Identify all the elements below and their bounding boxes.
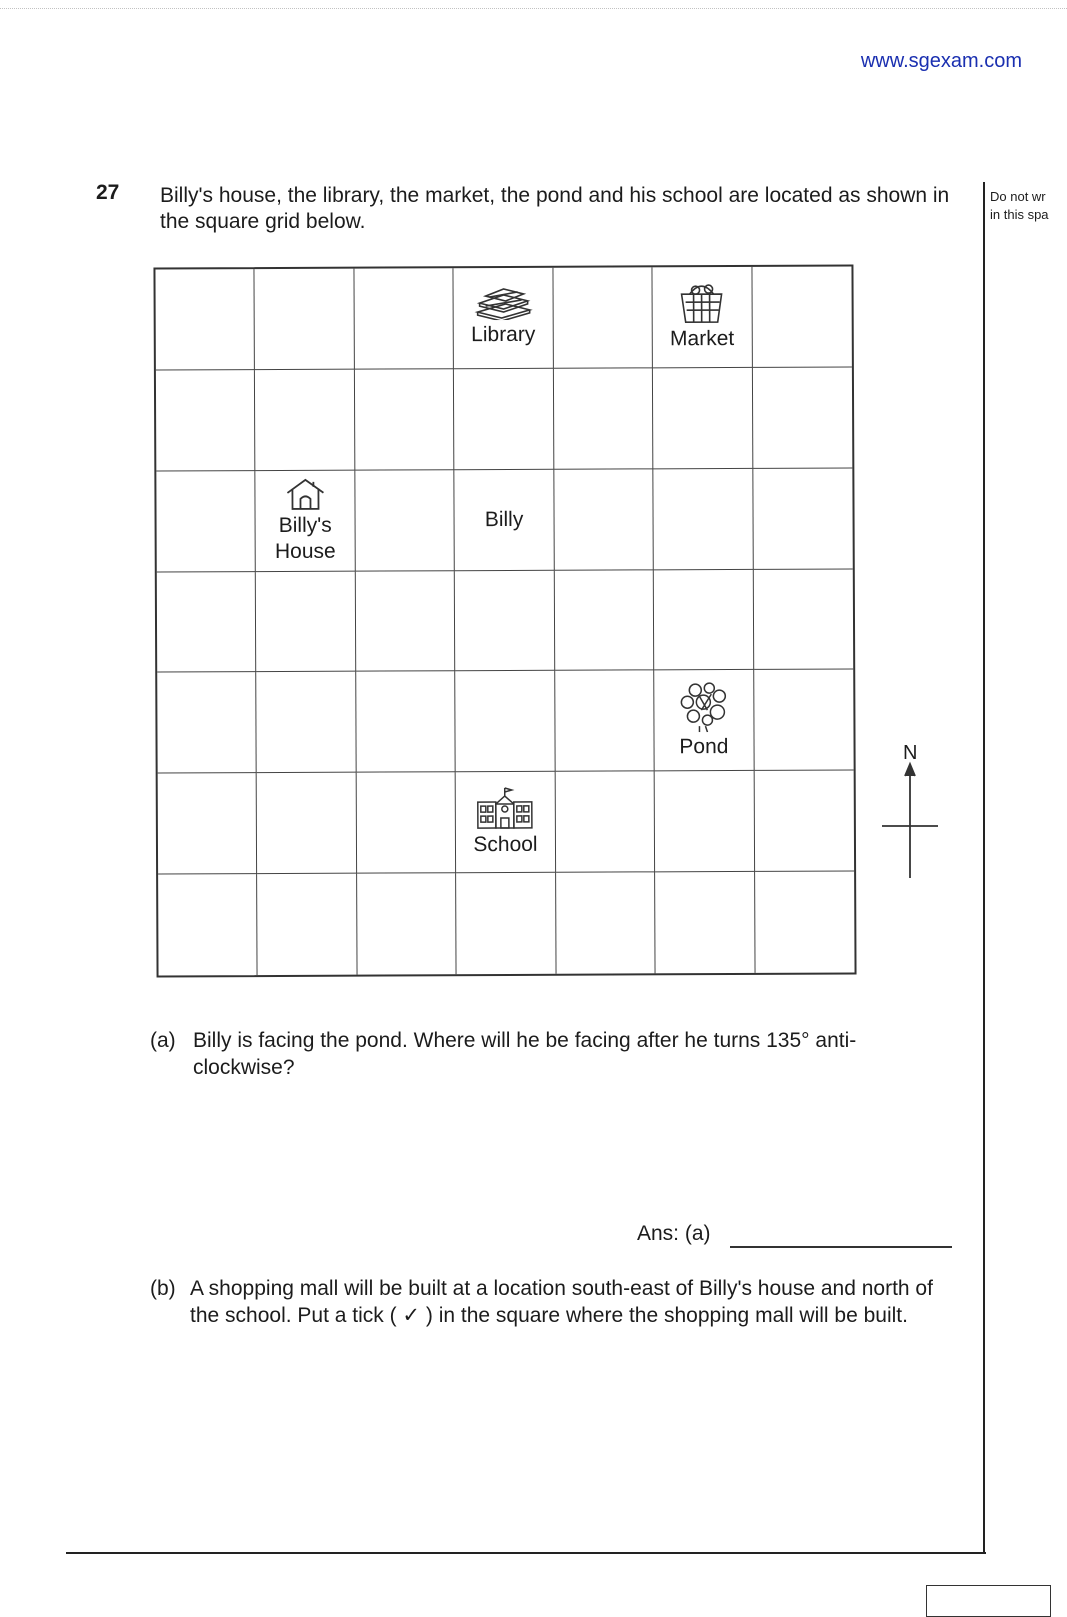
books-icon xyxy=(472,288,534,320)
grid-cell xyxy=(456,671,556,772)
grid-cell xyxy=(156,370,256,471)
compass-arrow-icon xyxy=(880,740,940,880)
grid-cell xyxy=(753,468,853,569)
grid-cell xyxy=(454,369,554,470)
square-grid xyxy=(153,264,856,977)
grid-cell xyxy=(156,471,256,572)
pond-label: Pond xyxy=(679,734,728,760)
question-text: Billy's house, the library, the market, the pond and his school are located as shown in the square grid below. xyxy=(160,183,960,235)
grid-cell xyxy=(653,469,753,570)
grid-cell xyxy=(258,874,358,975)
grid-cell-library xyxy=(454,268,554,369)
grid-cell xyxy=(256,571,356,672)
part-b-question: A shopping mall will be built at a location south-east of Billy's house and north of the school. Put a tick ( ✓ ) in the square where the shopping mall will be built. xyxy=(190,1275,960,1329)
grid-cell xyxy=(555,772,655,873)
grid-cell xyxy=(157,673,257,774)
compass-north-label: N xyxy=(903,742,917,765)
grid-cell xyxy=(752,367,852,468)
grid-cell xyxy=(355,470,455,571)
page-bottom-rule xyxy=(66,1552,986,1554)
grid-cell xyxy=(158,773,258,874)
grid-cell-pond xyxy=(654,670,754,771)
grid-cell xyxy=(752,266,852,367)
grid-cell xyxy=(555,671,655,772)
grid-cell xyxy=(257,773,357,874)
grid-cell xyxy=(754,670,854,771)
grid-cell xyxy=(653,368,753,469)
part-b-label: (b) xyxy=(150,1275,176,1302)
grid-cell xyxy=(553,267,653,368)
house-icon xyxy=(284,476,326,510)
margin-note-line: Do not wr xyxy=(990,188,1049,206)
grid-cell xyxy=(554,570,654,671)
grid-cell xyxy=(755,872,855,973)
grid-cell xyxy=(754,771,854,872)
grid-cell xyxy=(155,269,255,370)
house-label-line2: House xyxy=(275,538,336,564)
grid-cell-market xyxy=(653,267,753,368)
school-label: School xyxy=(473,832,537,858)
school-building-icon xyxy=(474,786,536,830)
grid-cell xyxy=(356,672,456,773)
grid-cell xyxy=(257,672,357,773)
grid-cell-billy xyxy=(455,469,555,570)
answer-a-label: Ans: (a) xyxy=(637,1222,711,1246)
grid-cell xyxy=(753,569,853,670)
margin-divider xyxy=(983,182,985,1554)
grid-cell xyxy=(356,571,456,672)
grid-cell xyxy=(654,569,754,670)
grid-cell xyxy=(357,772,457,873)
grid-cell xyxy=(556,872,656,973)
grid-cell-billys-house xyxy=(256,470,356,571)
grid-cell xyxy=(255,269,355,370)
grid-cell xyxy=(655,872,755,973)
grid-cell xyxy=(554,469,654,570)
answer-a-line[interactable] xyxy=(730,1246,952,1248)
house-label-line1: Billy's xyxy=(279,512,332,538)
top-edge-dots xyxy=(0,8,1067,15)
grid-cell xyxy=(357,873,457,974)
pond-plant-icon xyxy=(676,680,732,732)
market-label: Market xyxy=(670,326,734,352)
grid-cell xyxy=(554,368,654,469)
grid-cell xyxy=(158,874,258,975)
library-label: Library xyxy=(471,322,535,348)
part-a-question: Billy is facing the pond. Where will he be facing after he turns 135° anti-clockwise? xyxy=(193,1027,913,1081)
billy-label: Billy xyxy=(485,507,524,533)
grid-cell xyxy=(354,268,454,369)
grid-cell xyxy=(255,369,355,470)
part-a-label: (a) xyxy=(150,1027,176,1054)
grid-cell xyxy=(655,771,755,872)
marks-box xyxy=(926,1585,1051,1617)
grid-cell-school xyxy=(456,772,556,873)
margin-note xyxy=(990,188,1049,224)
margin-note-line: in this spa xyxy=(990,206,1049,224)
grid-cell xyxy=(157,572,257,673)
grid-cell xyxy=(455,570,555,671)
grid-cell xyxy=(355,369,455,470)
grid-cell xyxy=(456,873,556,974)
website-url[interactable]: www.sgexam.com xyxy=(861,50,1022,73)
question-number: 27 xyxy=(96,181,119,205)
basket-icon xyxy=(676,282,728,324)
